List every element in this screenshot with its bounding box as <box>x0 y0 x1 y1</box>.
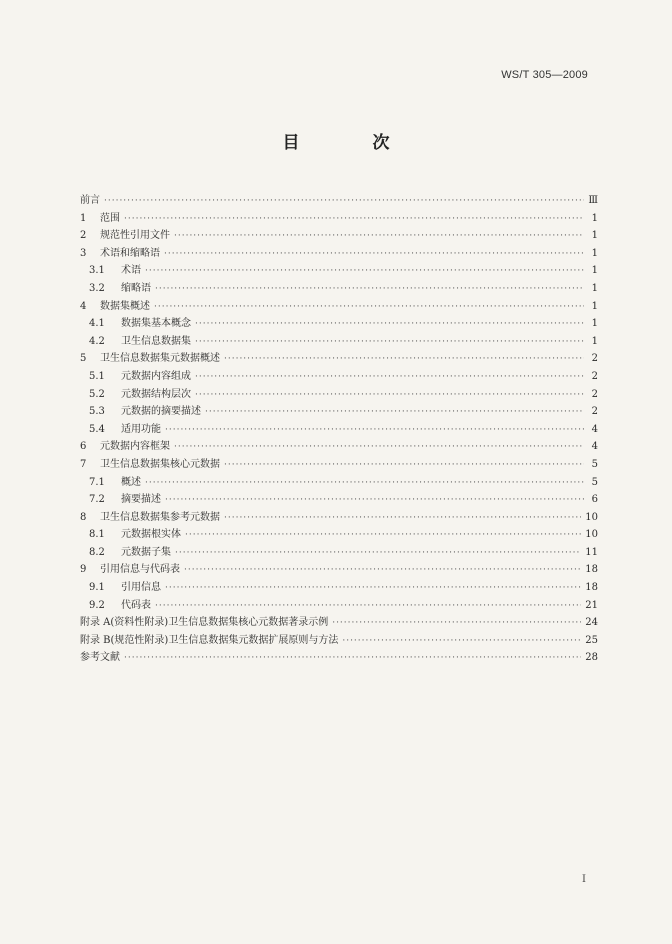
toc-entry-number: 6 <box>80 441 87 453</box>
toc-entry[interactable] <box>80 561 598 579</box>
toc-entry-number: 9.1 <box>89 582 105 594</box>
toc-entry-number: 5 <box>80 353 87 365</box>
dot-leader <box>195 369 584 387</box>
toc-entry[interactable] <box>80 280 598 298</box>
toc-entry[interactable] <box>80 192 598 210</box>
toc-entry[interactable] <box>80 350 598 368</box>
toc-entry-page: 2 <box>591 388 598 400</box>
dot-leader <box>164 246 584 264</box>
toc-entry[interactable] <box>80 579 598 597</box>
dot-leader <box>124 211 584 229</box>
toc-entry[interactable] <box>80 438 598 456</box>
toc-entry-number: 3.1 <box>89 265 105 277</box>
toc-entry-number: 7 <box>80 458 87 470</box>
toc-entry-number: 2 <box>80 230 87 242</box>
toc-entry-number: 8 <box>80 511 87 523</box>
dot-leader <box>195 316 584 334</box>
toc-entry-label: 数据集概述 <box>100 300 150 312</box>
toc-entry-page: 1 <box>591 300 598 312</box>
toc-entry-number: 3.2 <box>89 282 105 294</box>
toc-entry-page: 6 <box>591 494 598 506</box>
toc-entry-label: 附录 A(资料性附录)卫生信息数据集核心元数据著录示例 <box>80 617 329 629</box>
dot-leader <box>145 475 584 493</box>
toc-entry-number: 9 <box>80 564 87 576</box>
page-number: Ⅰ <box>582 874 586 885</box>
toc-entry-label: 卫生信息数据集元数据概述 <box>100 353 220 365</box>
toc-entry-number: 8.1 <box>89 529 105 541</box>
toc-entry-label: 概述 <box>121 476 141 488</box>
toc-entry-number: 5.2 <box>89 388 105 400</box>
dot-leader <box>174 228 584 246</box>
toc-entry-label: 元数据的摘要描述 <box>121 406 201 418</box>
dot-leader <box>224 457 584 475</box>
toc-entry-label: 附录 B(规范性附录)卫生信息数据集元数据扩展原则与方法 <box>80 634 339 646</box>
toc-entry[interactable] <box>80 474 598 492</box>
dot-leader <box>104 193 584 211</box>
toc-entry[interactable] <box>80 333 598 351</box>
toc-entry-page: Ⅲ <box>588 195 598 206</box>
toc-entry-number: 1 <box>80 212 87 224</box>
toc-entry-label: 前言 <box>80 195 100 206</box>
toc-entry-page: 5 <box>591 476 598 488</box>
toc-entry[interactable] <box>80 298 598 316</box>
toc-entry-label: 术语 <box>121 265 141 277</box>
dot-leader <box>332 615 581 633</box>
toc-entry-page: 2 <box>591 353 598 365</box>
toc-entry[interactable] <box>80 649 598 667</box>
toc-entry-page: 25 <box>585 634 598 646</box>
dot-leader <box>165 422 584 440</box>
toc-entry[interactable] <box>80 491 598 509</box>
toc-entry-page: 1 <box>591 265 598 277</box>
toc-entry-number: 3 <box>80 247 87 259</box>
dot-leader <box>154 299 584 317</box>
toc-entry-label: 卫生信息数据集核心元数据 <box>100 458 220 470</box>
toc-entry[interactable] <box>80 403 598 421</box>
toc-entry-label: 摘要描述 <box>121 494 161 506</box>
standard-code: WS/T 305—2009 <box>501 69 588 81</box>
toc-entry-number: 5.3 <box>89 406 105 418</box>
toc-entry-label: 术语和缩略语 <box>100 247 160 259</box>
toc-entry-page: 18 <box>585 582 598 594</box>
toc-entry-label: 元数据根实体 <box>121 529 181 541</box>
toc-entry-page: 2 <box>591 406 598 418</box>
toc-entry-label: 卫生信息数据集 <box>121 335 191 347</box>
toc-entry-page: 10 <box>585 529 598 541</box>
dot-leader <box>195 334 584 352</box>
toc-entry[interactable] <box>80 509 598 527</box>
toc-entry-label: 元数据结构层次 <box>121 388 191 400</box>
dot-leader <box>224 510 581 528</box>
toc-entry-number: 5.1 <box>89 370 105 382</box>
toc-entry-page: 4 <box>591 441 598 453</box>
toc-entry[interactable] <box>80 421 598 439</box>
toc-entry-number: 4.1 <box>89 318 105 330</box>
toc-entry-label: 引用信息 <box>121 582 161 594</box>
dot-leader <box>224 351 584 369</box>
toc-entry-page: 18 <box>585 564 598 576</box>
dot-leader <box>175 545 581 563</box>
dot-leader <box>124 650 581 668</box>
dot-leader <box>174 439 584 457</box>
toc-entry[interactable] <box>80 544 598 562</box>
dot-leader <box>155 598 581 616</box>
toc-entry-number: 7.1 <box>89 476 105 488</box>
toc-entry-label: 适用功能 <box>121 423 161 435</box>
toc-entry[interactable] <box>80 526 598 544</box>
toc-entry[interactable] <box>80 632 598 650</box>
dot-leader <box>342 633 581 651</box>
dot-leader <box>185 527 581 545</box>
toc-entry-label: 规范性引用文件 <box>100 230 170 242</box>
toc-entry[interactable] <box>80 368 598 386</box>
toc-entry[interactable] <box>80 262 598 280</box>
toc-entry-label: 代码表 <box>121 599 151 611</box>
toc-entry-number: 7.2 <box>89 494 105 506</box>
dot-leader <box>145 263 584 281</box>
toc-entry-label: 卫生信息数据集参考元数据 <box>100 511 220 523</box>
toc-entry-page: 1 <box>591 335 598 347</box>
toc-entry-label: 元数据内容框架 <box>100 441 170 453</box>
toc-entry-label: 参考文献 <box>80 652 120 664</box>
toc-entry[interactable] <box>80 386 598 404</box>
toc-entry-page: 1 <box>591 282 598 294</box>
dot-leader <box>195 387 584 405</box>
toc-entry-label: 缩略语 <box>121 282 151 294</box>
toc-entry-label: 元数据内容组成 <box>121 370 191 382</box>
toc-entry-label: 引用信息与代码表 <box>100 564 180 576</box>
toc-entry-number: 8.2 <box>89 546 105 558</box>
dot-leader <box>165 492 584 510</box>
dot-leader <box>184 562 581 580</box>
toc-entry[interactable] <box>80 210 598 228</box>
toc-entry-label: 元数据子集 <box>121 546 171 558</box>
toc-entry-page: 24 <box>585 617 598 629</box>
toc-entry[interactable] <box>80 227 598 245</box>
toc-entry-number: 9.2 <box>89 599 105 611</box>
toc-entry-label: 范围 <box>100 212 120 224</box>
toc-entry[interactable] <box>80 245 598 263</box>
table-of-contents <box>80 192 598 667</box>
toc-entry[interactable] <box>80 456 598 474</box>
toc-entry-page: 10 <box>585 511 598 523</box>
toc-entry-page: 28 <box>585 652 598 664</box>
toc-entry-page: 11 <box>585 546 598 558</box>
dot-leader <box>165 580 581 598</box>
toc-entry-page: 1 <box>591 212 598 224</box>
toc-entry-page: 1 <box>591 230 598 242</box>
toc-entry[interactable] <box>80 315 598 333</box>
toc-entry-number: 4 <box>80 300 87 312</box>
toc-entry-page: 21 <box>585 599 598 611</box>
toc-entry[interactable] <box>80 614 598 632</box>
toc-entry-page: 1 <box>591 247 598 259</box>
toc-entry-number: 5.4 <box>89 423 105 435</box>
toc-entry-page: 1 <box>591 318 598 330</box>
toc-entry-page: 2 <box>591 370 598 382</box>
toc-entry-label: 数据集基本概念 <box>121 318 191 330</box>
dot-leader <box>155 281 584 299</box>
toc-entry-page: 5 <box>591 458 598 470</box>
toc-entry-number: 4.2 <box>89 335 105 347</box>
dot-leader <box>205 404 584 422</box>
page-title: 目 次 <box>282 133 418 153</box>
toc-entry[interactable] <box>80 597 598 615</box>
toc-entry-page: 4 <box>591 423 598 435</box>
